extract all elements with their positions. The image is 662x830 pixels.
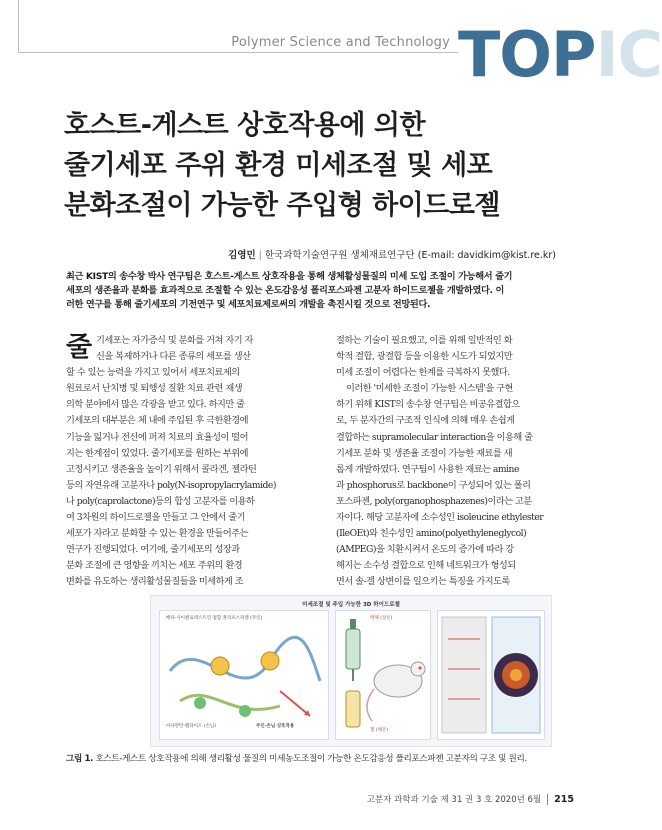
header-vertical-rule xyxy=(18,0,19,52)
body-line: 등의 자연유래 고분자나 poly(N-isopropylacrylamide) xyxy=(66,479,276,491)
topic-logo-dark: TOP xyxy=(458,18,596,91)
label-liquid: 액체 (상온) xyxy=(370,616,393,621)
body-line: 과 phosphorus로 backbone이 구성되어 있는 폴리 xyxy=(336,479,531,491)
syringe-and-mouse-illustration xyxy=(336,611,430,739)
series-name: Polymer Science and Technology xyxy=(231,35,450,50)
body-line: 로, 두 분자간의 구조적 인식에 의해 매우 손쉽게 xyxy=(336,415,515,427)
body-line: 포스파젠, poly(organophosphazenes)이라는 고분 xyxy=(336,495,532,507)
label-peptide: 아다만탄-펩타이드 (손님) xyxy=(166,724,217,729)
figure-panel-cells xyxy=(437,610,545,740)
body-line: 미세 조절이 어렵다는 한계를 극복하지 못했다. xyxy=(336,367,510,379)
body-column-right xyxy=(336,333,560,591)
body-line: 고정시키고 생존율을 높이기 위해서 콜라겐, 젤라틴 xyxy=(66,463,257,475)
drop-cap: 줄 xyxy=(66,332,93,363)
topic-logo-light: IC xyxy=(595,18,662,91)
page-number: 215 xyxy=(547,794,574,805)
body-line: 하기 위해 KIST의 송수창 연구팀은 비공유결합으 xyxy=(336,399,520,411)
author-name: 김영민 xyxy=(228,250,256,261)
body-line: 해지는 소수성 결합으로 인해 네트워크가 형성되 xyxy=(336,560,516,572)
body-line: 기세포의 대부분은 체 내에 주입된 후 극한환경에 xyxy=(66,415,249,427)
byline xyxy=(0,247,556,261)
body-line: 학적 결합, 광결합 등을 이용한 시도가 되었지만 xyxy=(336,351,513,363)
title-line: 분화조절이 가능한 주입형 하이드로젤 xyxy=(64,190,501,221)
body-line: 기세포 분화 및 생존율 조절이 가능한 재료를 새 xyxy=(336,447,513,459)
figure-panel-schematic xyxy=(159,610,329,740)
body-line: 자이다. 해당 고분자에 소수성인 isoleucine ethylester xyxy=(336,512,544,524)
figure-1 xyxy=(150,595,552,747)
label-gel: 젤 (체온) xyxy=(370,728,388,733)
page-header xyxy=(0,0,662,91)
caption-text: 호스트-게스트 상호작용에 의해 생리활성 물질의 미세농도조절이 가능한 온도감응성 폴리포스파젠 고분자의 구조 및 원리. xyxy=(95,754,527,764)
header-rule xyxy=(18,52,458,53)
body-line: 롭게 개발하였다. 연구팀이 사용한 재료는 amine xyxy=(336,463,519,475)
page-footer xyxy=(367,793,574,805)
label-polymer: 베타-사이클로덱스트린 접합 폴리포스파젠 (주인) xyxy=(166,616,263,621)
body-line: 할 수 있는 능력을 가지고 있어서 세포치료제의 xyxy=(66,367,240,379)
body-line: 나 poly(caprolactone)등의 합성 고분자를 이용하 xyxy=(66,495,255,507)
body-line: 기능을 잃거나 전신에 퍼져 치료의 효율성이 떨어 xyxy=(66,431,249,443)
author-affiliation: 한국과학기술연구원 생체재료연구단 (E-mail: davidkim@kist.re.kr) xyxy=(264,250,556,261)
title-line: 호스트-게스트 상호작용에 의한 xyxy=(64,110,426,141)
body-line: 결합하는 supramolecular interaction을 이용해 줄 xyxy=(336,431,533,443)
body-line: 세포가 자라고 분화할 수 있는 환경을 만들어주는 xyxy=(66,528,249,540)
abstract-line: 러한 연구를 통해 줄기세포의 기전연구 및 세포치료제로써의 개발을 촉진시킬 것으로 전망된다. xyxy=(66,299,431,311)
polymer-schematic-illustration xyxy=(160,611,328,739)
body-line: (AMPEG)을 치환시켜서 온도의 증가에 따라 강 xyxy=(336,544,514,556)
body-line: 분화 조절에 큰 영향을 끼치는 세포 주위의 환경 xyxy=(66,560,243,572)
journal-info: 고분자 과학과 기술 제 31 권 3 호 2020년 6월 xyxy=(366,795,542,805)
body-line: 절하는 기술이 필요했고, 이를 위해 일반적인 화 xyxy=(336,335,513,346)
body-line: 면서 솔-겔 상변이를 일으키는 특징을 가지도록 xyxy=(336,576,510,588)
byline-separator: | xyxy=(258,250,262,261)
body-line: 변화를 유도하는 생리활성물질들을 미세하게 조 xyxy=(66,576,244,588)
label-interaction: 주인-손님 상호작용 xyxy=(256,724,295,729)
body-line: 연구가 진행되었다. 여기에, 줄기세포의 성장과 xyxy=(66,544,240,556)
abstract-line: 최근 KIST의 송수창 박사 연구팀은 호스트-게스트 상호작용을 통해 생체활성물질의 미세 도입 조절이 가능해서 줄기 xyxy=(66,271,513,282)
body-line: 원료로서 난치병 및 퇴행성 질환 치료 관련 재생 xyxy=(66,383,243,395)
body-line: 신을 복제하거나 다른 종류의 세포를 생산 xyxy=(96,351,251,363)
abstract xyxy=(66,270,558,313)
body-line: (IleOEt)와 친수성인 amino(polyethyleneglycol) xyxy=(336,528,527,540)
body-line: 지는 한계점이 있었다. 줄기세포를 원하는 부위에 xyxy=(66,447,249,459)
abstract-line: 세포의 생존율과 분화를 효과적으로 조절할 수 있는 온도감응성 폴리포스파젠 고분자 하이드로젤을 개발하였다. 이 xyxy=(66,285,505,297)
figure-panel-injection xyxy=(335,610,431,740)
figure-caption xyxy=(66,752,566,764)
body-line: 여 3차원의 하이드로젤을 만들고 그 안에서 줄기 xyxy=(66,512,245,524)
body-line: 이러한 '미세한 조절이 가능한 시스템'을 구현 xyxy=(346,383,513,395)
caption-number: 그림 1. xyxy=(66,754,94,764)
article-title xyxy=(64,106,584,226)
title-line: 줄기세포 주위 환경 미세조절 및 세포 xyxy=(64,150,493,181)
body-line: 의학 분야에서 많은 각광을 받고 있다. 하지만 줄 xyxy=(66,399,245,411)
topic-logo xyxy=(458,18,662,91)
body-line: 기세포는 자가증식 및 분화를 거쳐 자기 자 xyxy=(96,335,253,346)
figure-title: 미세조절 및 주입 가능한 3D 하이드로젤 xyxy=(302,602,400,608)
body-column-left xyxy=(66,333,290,591)
stem-cell-illustration xyxy=(438,611,544,739)
